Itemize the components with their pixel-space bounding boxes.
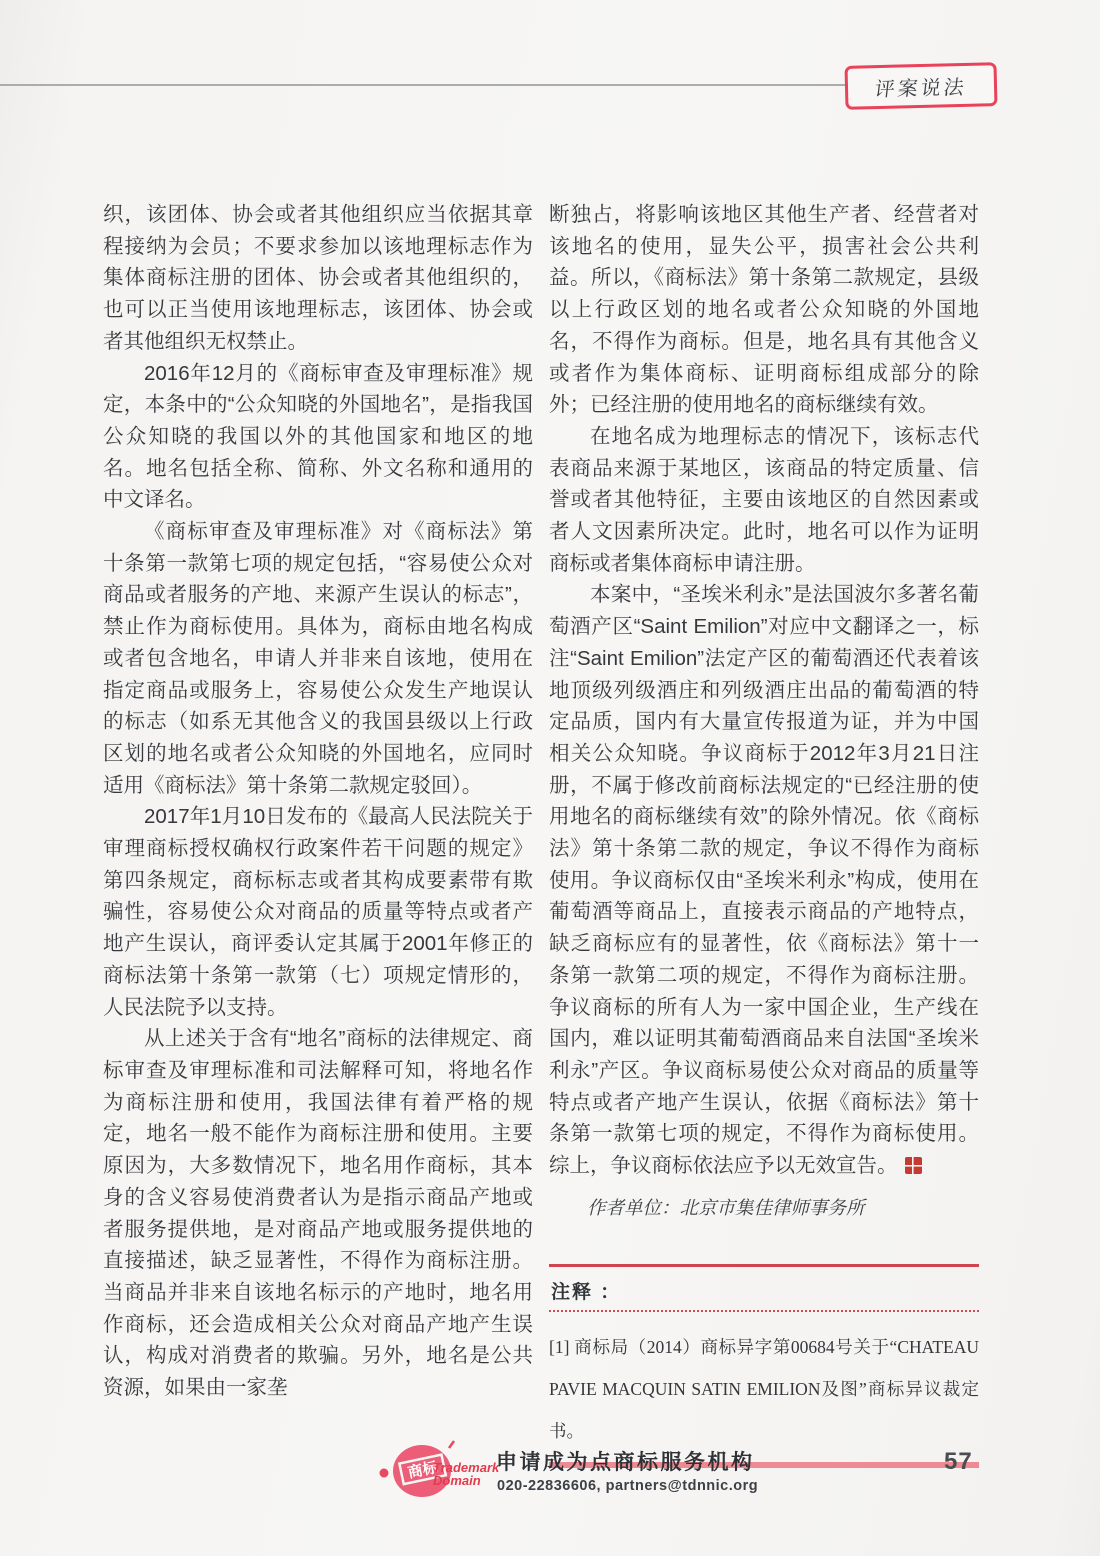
notes-top-rule (549, 1264, 979, 1267)
seal-icon (905, 1157, 922, 1174)
paragraph: 《商标审查及审理标准》对《商标法》第十条第一款第七项的规定包括，“容易使公众对商品或者服务的产地、来源产生误认的标志”，禁止作为商标使用。具体为，商标由地名构成或者包含地名，申请人并非来自该地，使用在指定商品或服务上，容易使公众发生产地误认的标志（如系无其他含义的我国县级以上行政区划的地名或者公众知晓的外国地名，应同时适用《商标法》第十条第二款规定驳回）。 (103, 520, 533, 797)
notes-heading: 注释 ： (551, 1281, 622, 1303)
notes-section (549, 1264, 979, 1468)
page-number: 57 (944, 1448, 973, 1475)
logo-cn-label: 商标 (406, 1458, 440, 1482)
logo-en-line1: Trademark (433, 1460, 500, 1475)
section-tag (844, 62, 997, 110)
paragraph: 从上述关于含有“地名”商标的法律规定、商标审查及审理标准和司法解释可知，将地名作为商标注册和使用，我国法律有着严格的规定，地名一般不能作为商标注册和使用。主要原因为，大多数情况下，地名用作商标，其本身的含义容易使消费者认为是指示商品产地或者服务提供地，是对商品产地或服务提供地的直接描述，缺乏显著性，不得作为商标注册。当商品并非来自该地名标示的产地时，地名用作商标，还会造成相关公众对商品产地产生误认，构成对消费者的欺骗。另外，地名是公共资源，如果由一家垄 (103, 1027, 533, 1400)
paragraph: 2017年1月10日发布的《最高人民法院关于审理商标授权确权行政案件若干问题的规定》第四条规定，商标标志或者其构成要素带有欺骗性，容易使公众对商品的质量等特点或者产地产生误认，商评委认定其属于2001年修正的商标法第十条第一款第（七）项规定情形的，人民法院予以支持。 (103, 805, 533, 1019)
paragraph (549, 579, 979, 1181)
left-column (103, 199, 533, 1404)
paragraph: 织，该团体、协会或者其他组织应当依据其章程接纳为会员；不要求参加以该地理标志作为集体商标注册的团体、协会或者其他组织的，也可以正当使用该地理标志，该团体、协会或者其他组织无权禁止。 (103, 203, 533, 353)
paragraph: 断独占，将影响该地区其他生产者、经营者对该地名的使用，显失公平，损害社会公共利益。所以，《商标法》第十条第二款规定，县级以上行政区划的地名或者公众知晓的外国地名，不得作为商标。但是，地名具有其他含义或者作为集体商标、证明商标组成部分的除外；已经注册的使用地名的商标继续有效。 (549, 203, 979, 417)
paragraph-text: 本案中，“圣埃米利永”是法国波尔多著名葡萄酒产区“Saint Emilion”对应中文翻译之一，标注“Saint Emilion”法定产区的葡萄酒还代表着该地顶级列级酒庄和列级酒庄出品的葡萄酒的特定品质，国内有大量宣传报道为证，并为中国相关公众知晓。争议商标于2012年3月21日注册，不属于修改前商标法规定的“已经注册的使用地名的商标继续有效”的除外情况。依《商标法》第十条第二款的规定，争议不得作为商标使用。争议商标仅由“圣埃米利永”构成，使用在葡萄酒等商品上，直接表示商品的产地特点，缺乏商标应有的显著性，依《商标法》第十一条第一款第二项的规定，不得作为商标注册。争议商标的所有人为一家中国企业，生产线在国内，难以证明其葡萄酒商品来自法国“圣埃米利永”产区。争议商标易使公众对商品的质量等特点或者产地产生误认，依据《商标法》第十条第一款第七项的规定，不得作为商标使用。综上，争议商标依法应予以无效宣告。 (549, 583, 979, 1178)
right-column (549, 199, 979, 1468)
logo-en-line2: Domain (433, 1473, 481, 1488)
footer-contact: 020-22836606, partners@tdnnic.org (497, 1478, 759, 1494)
notes-dotted-rule (549, 1310, 979, 1312)
logo-en-label (433, 1461, 499, 1487)
footer-slogan: 申请成为点商标服务机构 (496, 1451, 755, 1474)
paragraph: 2016年12月的《商标审查及审理标准》规定，本条中的“公众知晓的外国地名”，是指我国公众知晓的我国以外的其他国家和地区的地名。地名包括全称、简称、外文名称和通用的中文译名。 (103, 361, 533, 512)
header-rule (0, 84, 846, 86)
footnote: [1] 商标局（2014）商标异字第00684号关于“CHATEAU PAVIE MACQUIN SATIN EMILION及图”商标异议裁定书。 (549, 1336, 979, 1441)
author-line: 作者单位：北京市集佳律师事务所 (587, 1198, 865, 1219)
section-tag-label: 评案说法 (873, 76, 968, 101)
paragraph: 在地名成为地理标志的情况下，该标志代表商品来源于某地区，该商品的特定质量、信誉或者其他特征，主要由该地区的自然因素或者人文因素所决定。此时，地名可以作为证明商标或者集体商标申请注册。 (549, 424, 979, 575)
